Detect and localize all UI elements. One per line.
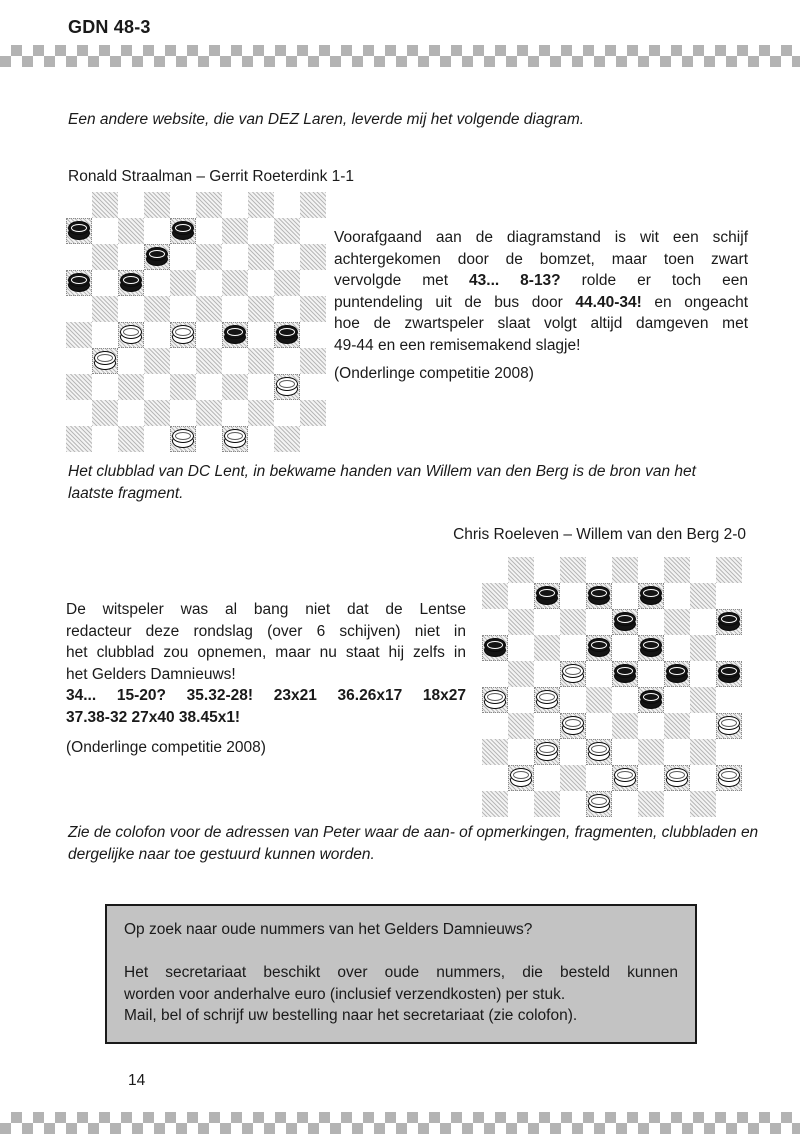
board-square: [170, 296, 196, 322]
board-square: [248, 244, 274, 270]
board-square: [144, 218, 170, 244]
board-square: [586, 739, 612, 765]
board-square: [118, 374, 144, 400]
board-square: [482, 557, 508, 583]
board-square: [508, 609, 534, 635]
board-square: [508, 791, 534, 817]
board-square: [144, 296, 170, 322]
board-square: [560, 765, 586, 791]
board-square: [274, 218, 300, 244]
board-square: [248, 322, 274, 348]
board-square: [118, 244, 144, 270]
black-man: [716, 609, 742, 635]
white-man: [222, 426, 248, 452]
board-square: [92, 426, 118, 452]
board-square: [196, 400, 222, 426]
board-square: [508, 583, 534, 609]
board-square: [274, 374, 300, 400]
board-square: [222, 244, 248, 270]
board-square: [560, 739, 586, 765]
board-square: [664, 583, 690, 609]
board-square: [508, 713, 534, 739]
board-square: [300, 296, 326, 322]
board-square: [300, 270, 326, 296]
white-man: [118, 322, 144, 348]
white-man: [92, 348, 118, 374]
board-square: [92, 322, 118, 348]
page-number: 14: [128, 1072, 146, 1089]
board-square: [560, 609, 586, 635]
top-checker-band: [0, 45, 800, 67]
board-square: [664, 687, 690, 713]
board-square: [534, 765, 560, 791]
board-square: [144, 374, 170, 400]
board-square: [300, 426, 326, 452]
board-square: [170, 348, 196, 374]
black-man: [586, 635, 612, 661]
board-square: [612, 765, 638, 791]
game2-source: (Onderlinge competitie 2008): [66, 739, 266, 756]
black-man: [638, 687, 664, 713]
board-square: [248, 400, 274, 426]
board-square: [508, 687, 534, 713]
board-square: [482, 791, 508, 817]
board-square: [482, 635, 508, 661]
board-square: [170, 322, 196, 348]
board-square: [638, 687, 664, 713]
board-square: [66, 218, 92, 244]
white-man: [534, 739, 560, 765]
board-square: [690, 583, 716, 609]
board-square: [664, 739, 690, 765]
board-square: [586, 557, 612, 583]
board-square: [586, 713, 612, 739]
board-square: [66, 244, 92, 270]
board-square: [274, 270, 300, 296]
board-square: [482, 687, 508, 713]
board-square: [274, 348, 300, 374]
board-square: [118, 348, 144, 374]
board-square: [222, 374, 248, 400]
board-square: [534, 791, 560, 817]
board-square: [716, 583, 742, 609]
board-square: [664, 609, 690, 635]
board-square: [508, 765, 534, 791]
board-square: [690, 765, 716, 791]
board-square: [144, 244, 170, 270]
board-square: [170, 270, 196, 296]
game2-caption: Chris Roeleven – Willem van den Berg 2-0: [453, 526, 746, 543]
board-square: [664, 557, 690, 583]
board-square: [638, 739, 664, 765]
board-square: [300, 244, 326, 270]
white-man: [586, 739, 612, 765]
black-man: [144, 244, 170, 270]
board-square: [638, 609, 664, 635]
draughts-board-2: [482, 557, 742, 817]
board-square: [690, 635, 716, 661]
board-square: [300, 374, 326, 400]
board-square: [196, 348, 222, 374]
white-man: [716, 713, 742, 739]
board-square: [482, 661, 508, 687]
board-square: [222, 296, 248, 322]
board-square: [690, 609, 716, 635]
board-square: [144, 322, 170, 348]
board-square: [638, 765, 664, 791]
board-square: [274, 322, 300, 348]
board-square: [66, 400, 92, 426]
board-square: [560, 583, 586, 609]
board-square: [248, 270, 274, 296]
white-man: [586, 791, 612, 817]
game1-source: (Onderlinge competitie 2008): [334, 365, 534, 382]
board-square: [638, 583, 664, 609]
game1-caption: Ronald Straalman – Gerrit Roeterdink 1-1: [68, 168, 355, 185]
board-square: [690, 739, 716, 765]
board-square: [66, 192, 92, 218]
board-square: [196, 244, 222, 270]
board-square: [92, 374, 118, 400]
board-square: [248, 218, 274, 244]
black-man: [638, 635, 664, 661]
black-man: [222, 322, 248, 348]
draughts-board-1: [66, 192, 326, 452]
board-square: [118, 270, 144, 296]
board-square: [508, 661, 534, 687]
black-man: [118, 270, 144, 296]
board-square: [196, 322, 222, 348]
white-man: [612, 765, 638, 791]
board-square: [300, 218, 326, 244]
board-square: [560, 713, 586, 739]
board-square: [300, 322, 326, 348]
board-square: [92, 296, 118, 322]
board-square: [66, 374, 92, 400]
black-man: [716, 661, 742, 687]
board-square: [92, 270, 118, 296]
board-square: [92, 244, 118, 270]
board-square: [586, 791, 612, 817]
board-square: [274, 296, 300, 322]
page-header-title: GDN 48-3: [68, 17, 151, 37]
closing-italic-text: Zie de colofon voor de adressen van Peter waar de aan- of opmerkingen, fragmenten, clubbladen en dergelijke naar toe gestuurd kunnen worden.: [68, 824, 759, 863]
board-square: [300, 192, 326, 218]
board-square: [222, 270, 248, 296]
board-square: [92, 348, 118, 374]
board-square: [690, 791, 716, 817]
board-square: [222, 400, 248, 426]
board-square: [612, 635, 638, 661]
board-square: [560, 791, 586, 817]
board-square: [118, 426, 144, 452]
board-square: [248, 374, 274, 400]
board-square: [638, 661, 664, 687]
board-square: [482, 739, 508, 765]
board-square: [196, 192, 222, 218]
board-square: [66, 296, 92, 322]
board-square: [196, 296, 222, 322]
board-square: [612, 557, 638, 583]
board-square: [92, 400, 118, 426]
board-square: [612, 791, 638, 817]
board-square: [248, 348, 274, 374]
board-square: [92, 192, 118, 218]
board-square: [560, 557, 586, 583]
board-square: [638, 791, 664, 817]
black-man: [534, 583, 560, 609]
board-square: [482, 583, 508, 609]
board-square: [248, 296, 274, 322]
white-man: [170, 322, 196, 348]
board-square: [612, 687, 638, 713]
board-square: [534, 557, 560, 583]
board-square: [222, 322, 248, 348]
intro-italic-text: Een andere website, die van DEZ Laren, leverde mij het volgende diagram.: [68, 111, 585, 128]
board-square: [586, 609, 612, 635]
board-square: [196, 270, 222, 296]
board-square: [170, 192, 196, 218]
black-man: [66, 270, 92, 296]
board-square: [118, 400, 144, 426]
bottom-checker-band: [0, 1112, 800, 1134]
board-square: [118, 192, 144, 218]
board-square: [222, 192, 248, 218]
board-square: [274, 192, 300, 218]
white-man: [664, 765, 690, 791]
board-square: [170, 426, 196, 452]
board-square: [508, 739, 534, 765]
black-man: [612, 661, 638, 687]
board-square: [716, 609, 742, 635]
board-square: [144, 270, 170, 296]
black-man: [274, 322, 300, 348]
board-square: [66, 426, 92, 452]
board-square: [66, 270, 92, 296]
board-square: [144, 348, 170, 374]
board-square: [300, 400, 326, 426]
board-square: [690, 713, 716, 739]
board-square: [534, 687, 560, 713]
board-square: [664, 765, 690, 791]
board-square: [196, 426, 222, 452]
board-square: [300, 348, 326, 374]
board-square: [664, 661, 690, 687]
board-square: [534, 583, 560, 609]
board-square: [586, 635, 612, 661]
board-square: [586, 583, 612, 609]
board-square: [638, 557, 664, 583]
board-square: [508, 557, 534, 583]
board-square: [612, 713, 638, 739]
game2-paragraph: De witspeler was al bang niet dat de Lentse redacteur deze rondslag (over 6 schijven) niet in het clubblad zou opnemen, maar nu staat hij zelfs in het Gelders Damnieuws!: [66, 601, 466, 683]
board-square: [638, 713, 664, 739]
board-square: [482, 713, 508, 739]
box-spacer: [124, 941, 678, 963]
game1-paragraph: Voorafgaand aan de diagramstand is wit een schijf achtergekomen door de bomzet, maar toen zwart vervolgde met 43... 8-13? rolde er toch een puntendeling uit de bus door 44.40-34! en ongeacht hoe de zwartspeler slaat volgt altijd damgeven met 49-44 en een remisemakend slagje!: [334, 229, 749, 354]
board-square: [534, 739, 560, 765]
board-square: [612, 661, 638, 687]
white-man: [170, 426, 196, 452]
white-man: [560, 661, 586, 687]
white-man: [716, 765, 742, 791]
board-square: [170, 374, 196, 400]
black-man: [664, 661, 690, 687]
board-square: [118, 322, 144, 348]
board-square: [612, 739, 638, 765]
white-man: [560, 713, 586, 739]
board-square: [248, 426, 274, 452]
board-square: [222, 348, 248, 374]
black-man: [612, 609, 638, 635]
board-square: [716, 739, 742, 765]
between-italic-text: Het clubblad van DC Lent, in bekwame handen van Willem van den Berg is de bron van het laatste fragment.: [68, 463, 696, 502]
black-man: [482, 635, 508, 661]
board-square: [716, 765, 742, 791]
board-square: [560, 635, 586, 661]
board-square: [664, 713, 690, 739]
board-square: [144, 192, 170, 218]
back-issues-box: [105, 904, 697, 1044]
board-square: [508, 635, 534, 661]
white-man: [274, 374, 300, 400]
board-square: [690, 687, 716, 713]
board-square: [690, 661, 716, 687]
board-square: [170, 400, 196, 426]
board-square: [144, 426, 170, 452]
board-square: [664, 635, 690, 661]
board-square: [716, 713, 742, 739]
board-square: [118, 218, 144, 244]
board-square: [248, 192, 274, 218]
board-square: [66, 322, 92, 348]
white-man: [482, 687, 508, 713]
board-square: [170, 218, 196, 244]
board-square: [196, 218, 222, 244]
board-square: [716, 791, 742, 817]
board-square: [612, 609, 638, 635]
board-square: [716, 687, 742, 713]
board-square: [534, 609, 560, 635]
box-title: Op zoek naar oude nummers van het Gelders Damnieuws?: [124, 921, 533, 938]
black-man: [586, 583, 612, 609]
board-square: [274, 400, 300, 426]
black-man: [638, 583, 664, 609]
board-square: [222, 218, 248, 244]
box-body: Het secretariaat beschikt over oude nummers, die besteld kunnen worden voor anderhalve euro (inclusief verzendkosten) per stuk.: [124, 964, 678, 1003]
board-square: [716, 661, 742, 687]
black-man: [66, 218, 92, 244]
board-square: [482, 609, 508, 635]
white-man: [508, 765, 534, 791]
board-square: [534, 635, 560, 661]
board-square: [586, 687, 612, 713]
board-square: [586, 765, 612, 791]
board-square: [66, 348, 92, 374]
game2-moves: 34... 15-20? 35.32-28! 23x21 36.26x17 18x27 37.38-32 27x40 38.45x1!: [66, 687, 466, 726]
board-square: [196, 374, 222, 400]
board-square: [690, 557, 716, 583]
board-square: [716, 557, 742, 583]
board-square: [638, 635, 664, 661]
black-man: [170, 218, 196, 244]
board-square: [274, 244, 300, 270]
board-square: [534, 661, 560, 687]
board-square: [274, 426, 300, 452]
board-square: [222, 426, 248, 452]
board-square: [560, 687, 586, 713]
board-square: [586, 661, 612, 687]
board-square: [612, 583, 638, 609]
board-square: [560, 661, 586, 687]
board-square: [482, 765, 508, 791]
board-square: [534, 713, 560, 739]
board-square: [716, 635, 742, 661]
board-square: [170, 244, 196, 270]
box-footer-line: Mail, bel of schrijf uw bestelling naar het secretariaat (zie colofon).: [124, 1007, 578, 1024]
board-square: [664, 791, 690, 817]
board-square: [118, 296, 144, 322]
board-square: [92, 218, 118, 244]
board-square: [144, 400, 170, 426]
white-man: [534, 687, 560, 713]
